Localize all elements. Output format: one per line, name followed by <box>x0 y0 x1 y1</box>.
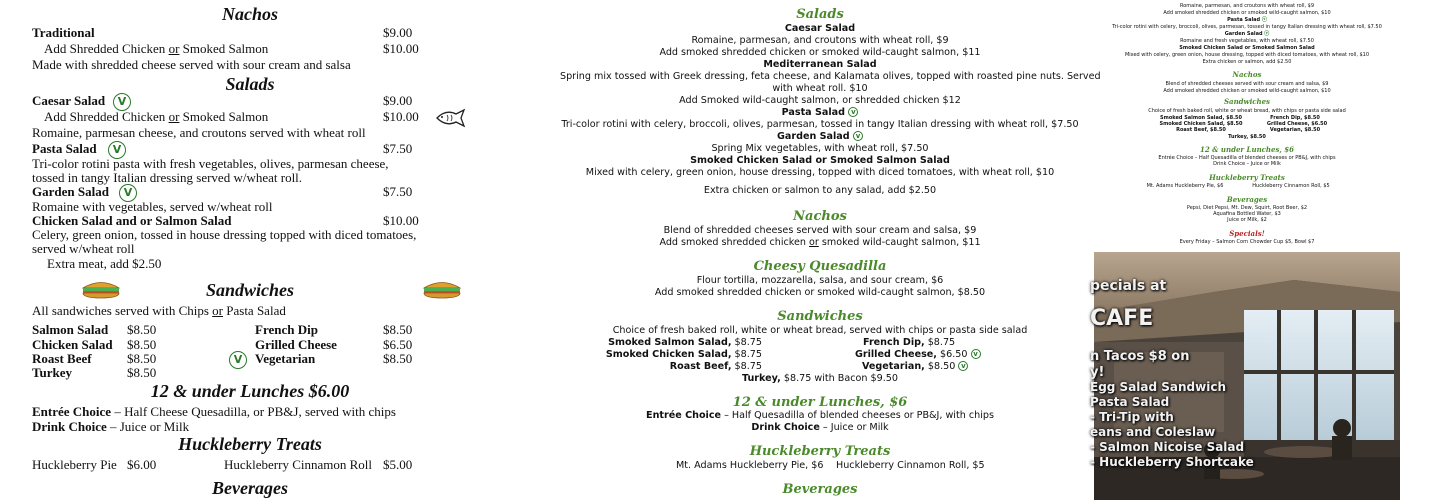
nachos-description: Made with shredded cheese served with sour cream and salsa <box>32 57 351 72</box>
kids-lunch-heading: 12 & under Lunches $6.00 <box>150 381 350 401</box>
caesar-description: Romaine, parmesan cheese, and croutons served with wheat roll <box>32 125 366 140</box>
pasta-salad-name: Pasta Salad v <box>560 107 1080 119</box>
vegetarian-leaf-icon: V <box>113 93 131 111</box>
nachos-traditional: Traditional <box>32 25 95 40</box>
cafe-photo <box>1090 252 1400 500</box>
beverages-heading: Beverages <box>212 478 288 498</box>
vegetarian-leaf-icon: V <box>229 351 247 369</box>
sandwich-item: French Dip, $8.50 <box>1270 115 1320 121</box>
pasta-salad-name: Pasta Salad <box>32 141 97 156</box>
smoked-salad-name: Smoked Chicken Salad or Smoked Salmon Salad <box>690 155 950 166</box>
garden-description: Romaine and fresh vegetables, with wheat roll, $7.50 <box>1180 38 1314 44</box>
kids-drink-choice: Drink Choice – Juice or Milk <box>1213 161 1281 167</box>
vegetarian-leaf-icon: v <box>848 107 858 117</box>
vegetarian-leaf-icon: v <box>958 361 968 371</box>
sandwich-turkey: Turkey, $8.75 with Bacon $9.50 <box>741 373 898 384</box>
huckleberry-pie-price: $6.00 <box>127 457 157 472</box>
lunch-menu-left <box>0 0 470 500</box>
vegetarian-leaf-icon: v <box>971 349 981 359</box>
caesar-add-price: $10.00 <box>383 109 419 124</box>
sandwich-item-name: Turkey <box>32 365 72 380</box>
photo-overlay-text: CAFE <box>1090 306 1154 331</box>
caesar-salad-name: Caesar Salad <box>784 23 856 34</box>
huckleberry-roll-price: $5.00 <box>383 457 413 472</box>
mediterranean-add-option: Add Smoked wild-caught salmon, or shredded chicken $12 <box>679 95 961 106</box>
salads-extra: Extra chicken or salmon, add $2.50 <box>1202 59 1292 65</box>
specials-heading: Specials! <box>1229 229 1265 238</box>
garden-description: Romaine with vegetables, served w/wheat roll <box>32 199 273 214</box>
nachos-add-option: Add smoked shredded chicken or smoked wild-caught salmon, $11 <box>659 237 981 248</box>
sandwich-item: Smoked Chicken Salad, $8.75 <box>605 349 762 360</box>
kids-drink-choice: Drink Choice – Juice or Milk <box>32 419 190 434</box>
sandwich-item: Vegetarian, $8.50 <box>1269 127 1321 133</box>
sandwich-item: Grilled Cheese, $6.50 v <box>855 349 981 361</box>
sandwich-item: Smoked Salmon Salad, $8.75 <box>608 337 762 348</box>
smoked-salad-name: Smoked Chicken Salad or Smoked Salmon Salad <box>1179 45 1315 51</box>
mediterranean-description-line1: Spring mix tossed with Greek dressing, feta cheese, and Kalamata olives, topped with roasted pine nuts. Served <box>560 71 1101 82</box>
photo-overlay-text: pecials at <box>1090 278 1167 294</box>
sandwiches-note: Choice of fresh baked roll, white or wheat bread, with chips or pasta side salad <box>1148 108 1346 114</box>
pasta-description: Tri-color rotini with celery, broccoli, olives, parmesan, tossed in tangy Italian dressing with wheat roll, $7.50 <box>561 119 1079 130</box>
vegetarian-leaf-icon: ⓥ <box>1264 31 1270 37</box>
sandwich-icon <box>422 279 462 299</box>
huckleberry-heading: Huckleberry Treats <box>1209 173 1285 182</box>
vegetarian-leaf-icon: V <box>108 141 126 159</box>
caesar-description: Romaine, parmesan, and croutons with wheat roll, $9 <box>691 35 949 46</box>
nachos-heading: Nachos <box>221 4 278 24</box>
sandwich-item-price: $8.50 <box>127 322 157 337</box>
sandwich-item: Grilled Cheese, $6.50 <box>1266 121 1328 127</box>
sandwich-item-name: Chicken Salad <box>32 337 113 352</box>
sandwich-item-price: $8.50 <box>127 351 157 366</box>
garden-salad-name: Garden Salad ⓥ <box>1224 31 1270 37</box>
huckleberry-pie: Huckleberry Pie <box>32 457 117 472</box>
caesar-salad-price: $9.00 <box>383 93 413 108</box>
vegetarian-leaf-icon: ⓥ <box>1261 17 1267 23</box>
photo-overlay-text: Egg Salad Sandwich <box>1090 380 1227 394</box>
salads-extra-meat: Extra meat, add $2.50 <box>47 256 162 271</box>
photo-overlay-text: y! <box>1090 365 1105 380</box>
salads-heading: Salads <box>796 7 844 22</box>
kids-lunch-heading: 12 & under Lunches, $6 <box>1199 145 1295 154</box>
salads-extra: Extra chicken or salmon to any salad, add $2.50 <box>703 185 937 196</box>
beverages-line: Aquafina Bottled Water, $3 <box>1213 211 1281 217</box>
caesar-add-option: Add smoked shredded chicken or smoked wild-caught salmon, $11 <box>659 47 981 58</box>
specials-line: Every Friday – Salmon Corn Chowder Cup $5, Bowl $7 <box>1179 239 1315 245</box>
chicken-description-line2: served w/wheat roll <box>32 241 135 256</box>
caesar-add-option: Add Shredded Chicken or Smoked Salmon <box>44 109 269 124</box>
mediterranean-salad-name: Mediterranean Salad <box>763 59 877 70</box>
vegetarian-leaf-icon: V <box>119 184 137 202</box>
nachos-traditional-price: $9.00 <box>383 25 413 40</box>
kids-drink-choice: Drink Choice – Juice or Milk <box>751 422 889 433</box>
pasta-salad-price: $7.50 <box>383 141 413 156</box>
quesadilla-heading: Cheesy Quesadilla <box>753 259 887 274</box>
huckleberry-heading: Huckleberry Treats <box>749 444 891 459</box>
chicken-salmon-salad-name: Chicken Salad and or Salmon Salad <box>32 213 232 228</box>
sandwiches-heading: Sandwiches <box>1223 97 1270 106</box>
sandwich-item: Smoked Salmon Salad, $8.50 <box>1160 115 1242 121</box>
sandwich-item-price: $8.50 <box>383 351 413 366</box>
nachos-description: Blend of shredded cheeses served with sour cream and salsa, $9 <box>663 225 977 236</box>
sandwich-item: Smoked Chicken Salad, $8.50 <box>1159 121 1243 127</box>
chicken-description-line1: Celery, green onion, tossed in house dressing topped with diced tomatoes, <box>32 227 417 242</box>
chicken-salmon-salad-price: $10.00 <box>383 213 419 228</box>
beverages-line: Pepsi, Diet Pepsi, Mt. Dew, Squirt, Root Beer, $2 <box>1186 205 1308 211</box>
smoked-salad-description: Mixed with celery, green onion, house dressing, topped with diced tomatoes, with wheat roll, $10 <box>585 167 1055 178</box>
beverages-heading: Beverages <box>782 482 858 497</box>
nachos-heading: Nachos <box>1232 70 1262 79</box>
quesadilla-add-option: Add smoked shredded chicken or smoked wild-caught salmon, $8.50 <box>654 287 986 298</box>
garden-salad-name: Garden Salad v <box>560 131 1080 143</box>
sandwich-item-price: $8.50 <box>383 322 413 337</box>
sandwich-item-price: $8.50 <box>127 365 157 380</box>
sandwich-item: Roast Beef, $8.75 <box>669 361 762 372</box>
nachos-add-price: $10.00 <box>383 41 419 56</box>
sandwiches-heading: Sandwiches <box>777 309 863 324</box>
nachos-add-option: Add smoked shredded chicken or smoked wild-caught salmon, $10 <box>1163 88 1331 94</box>
photo-overlay-text: eans and Coleslaw <box>1090 425 1216 439</box>
pasta-description-line1: Tri-color rotini pasta with fresh vegetables, olives, parmesan cheese, <box>32 156 389 171</box>
pasta-description-line2: tossed in tangy Italian dressing served w/wheat roll. <box>32 170 303 185</box>
vegetarian-leaf-icon: v <box>853 131 863 141</box>
sandwich-item-name: Salmon Salad <box>32 322 109 337</box>
kids-lunch-heading: 12 & under Lunches, $6 <box>732 395 908 410</box>
garden-salad-price: $7.50 <box>383 184 413 199</box>
huckleberry-roll: Huckleberry Cinnamon Roll <box>224 457 373 472</box>
photo-overlay-text: - Salmon Nicoise Salad <box>1090 440 1245 454</box>
nachos-heading: Nachos <box>793 209 847 224</box>
kids-entree-choice: Entrée Choice – Half Cheese Quesadilla, or PB&J, served with chips <box>32 404 396 419</box>
mediterranean-description-line2: with wheat roll. $10 <box>772 83 868 94</box>
sandwiches-note: Choice of fresh baked roll, white or wheat bread, served with chips or pasta side salad <box>612 325 1028 336</box>
huckleberry-heading: Huckleberry Treats <box>178 434 322 454</box>
sandwich-item-name: Grilled Cheese <box>255 337 337 352</box>
fish-icon <box>434 108 466 128</box>
nachos-add-option: Add Shredded Chicken or Smoked Salmon <box>44 41 269 56</box>
photo-overlay-text: Pasta Salad <box>1090 395 1170 409</box>
huckleberry-roll: Huckleberry Cinnamon Roll, $5 <box>1252 183 1330 189</box>
sandwich-item-name: Vegetarian <box>255 351 316 366</box>
kids-entree-choice: Entrée Choice – Half Quesadilla of blended cheeses or PB&J, with chips <box>1158 155 1336 161</box>
huckleberry-pie: Mt. Adams Huckleberry Pie, $6 <box>1146 183 1224 189</box>
huckleberry-pie: Mt. Adams Huckleberry Pie, $6 <box>676 460 824 471</box>
sandwich-item: Roast Beef, $8.50 <box>1176 127 1226 133</box>
sandwich-turkey: Turkey, $8.50 <box>1228 134 1266 140</box>
garden-description: Spring Mix vegetables, with wheat roll, $7.50 <box>711 143 929 154</box>
caesar-add-option: Add smoked shredded chicken or smoked wild-caught salmon, $10 <box>1163 10 1331 16</box>
caesar-description: Romaine, parmesan, and croutons with wheat roll, $9 <box>1180 3 1314 9</box>
quesadilla-description: Flour tortilla, mozzarella, salsa, and sour cream, $6 <box>696 275 944 286</box>
garden-salad-name: Garden Salad <box>32 184 109 199</box>
photo-overlay-text: - Tri-Tip with <box>1090 410 1174 424</box>
pasta-salad-name: Pasta Salad ⓥ <box>1227 17 1267 23</box>
caesar-salad-name: Caesar Salad <box>32 93 106 108</box>
sandwich-item-name: French Dip <box>255 322 318 337</box>
huckleberry-roll: Huckleberry Cinnamon Roll, $5 <box>836 460 985 471</box>
sandwich-item-price: $8.50 <box>127 337 157 352</box>
photo-overlay-text: n Tacos $8 on <box>1090 349 1190 364</box>
sandwiches-heading: Sandwiches <box>205 280 295 300</box>
sandwich-item-name: Roast Beef <box>32 351 92 366</box>
nachos-description: Blend of shredded cheeses served with sour cream and salsa, $9 <box>1165 81 1329 87</box>
lunch-menu-middle <box>560 0 1101 500</box>
photo-overlay-text: - Huckleberry Shortcake <box>1090 455 1254 469</box>
sandwich-item-price: $6.50 <box>383 337 413 352</box>
kids-entree-choice: Entrée Choice – Half Quesadilla of blended cheeses or PB&J, with chips <box>646 410 994 421</box>
sandwiches-note: All sandwiches served with Chips or Pasta Salad <box>32 303 286 318</box>
beverages-heading: Beverages <box>1226 195 1268 204</box>
beverages-line: Juice or Milk, $2 <box>1227 217 1267 223</box>
smoked-salad-description: Mixed with celery, green onion, house dressing, topped with diced tomatoes, with wheat roll, $10 <box>1124 52 1370 58</box>
sandwich-item: French Dip, $8.75 <box>863 337 956 348</box>
salads-heading: Salads <box>225 74 275 94</box>
lunch-menu-thumbnail <box>1094 0 1400 250</box>
pasta-description: Tri-color rotini with celery, broccoli, olives, parmesan, tossed in tangy Italian dressing with wheat roll, $7.50 <box>1112 24 1382 30</box>
sandwich-item: Vegetarian, $8.50 v <box>862 361 968 373</box>
